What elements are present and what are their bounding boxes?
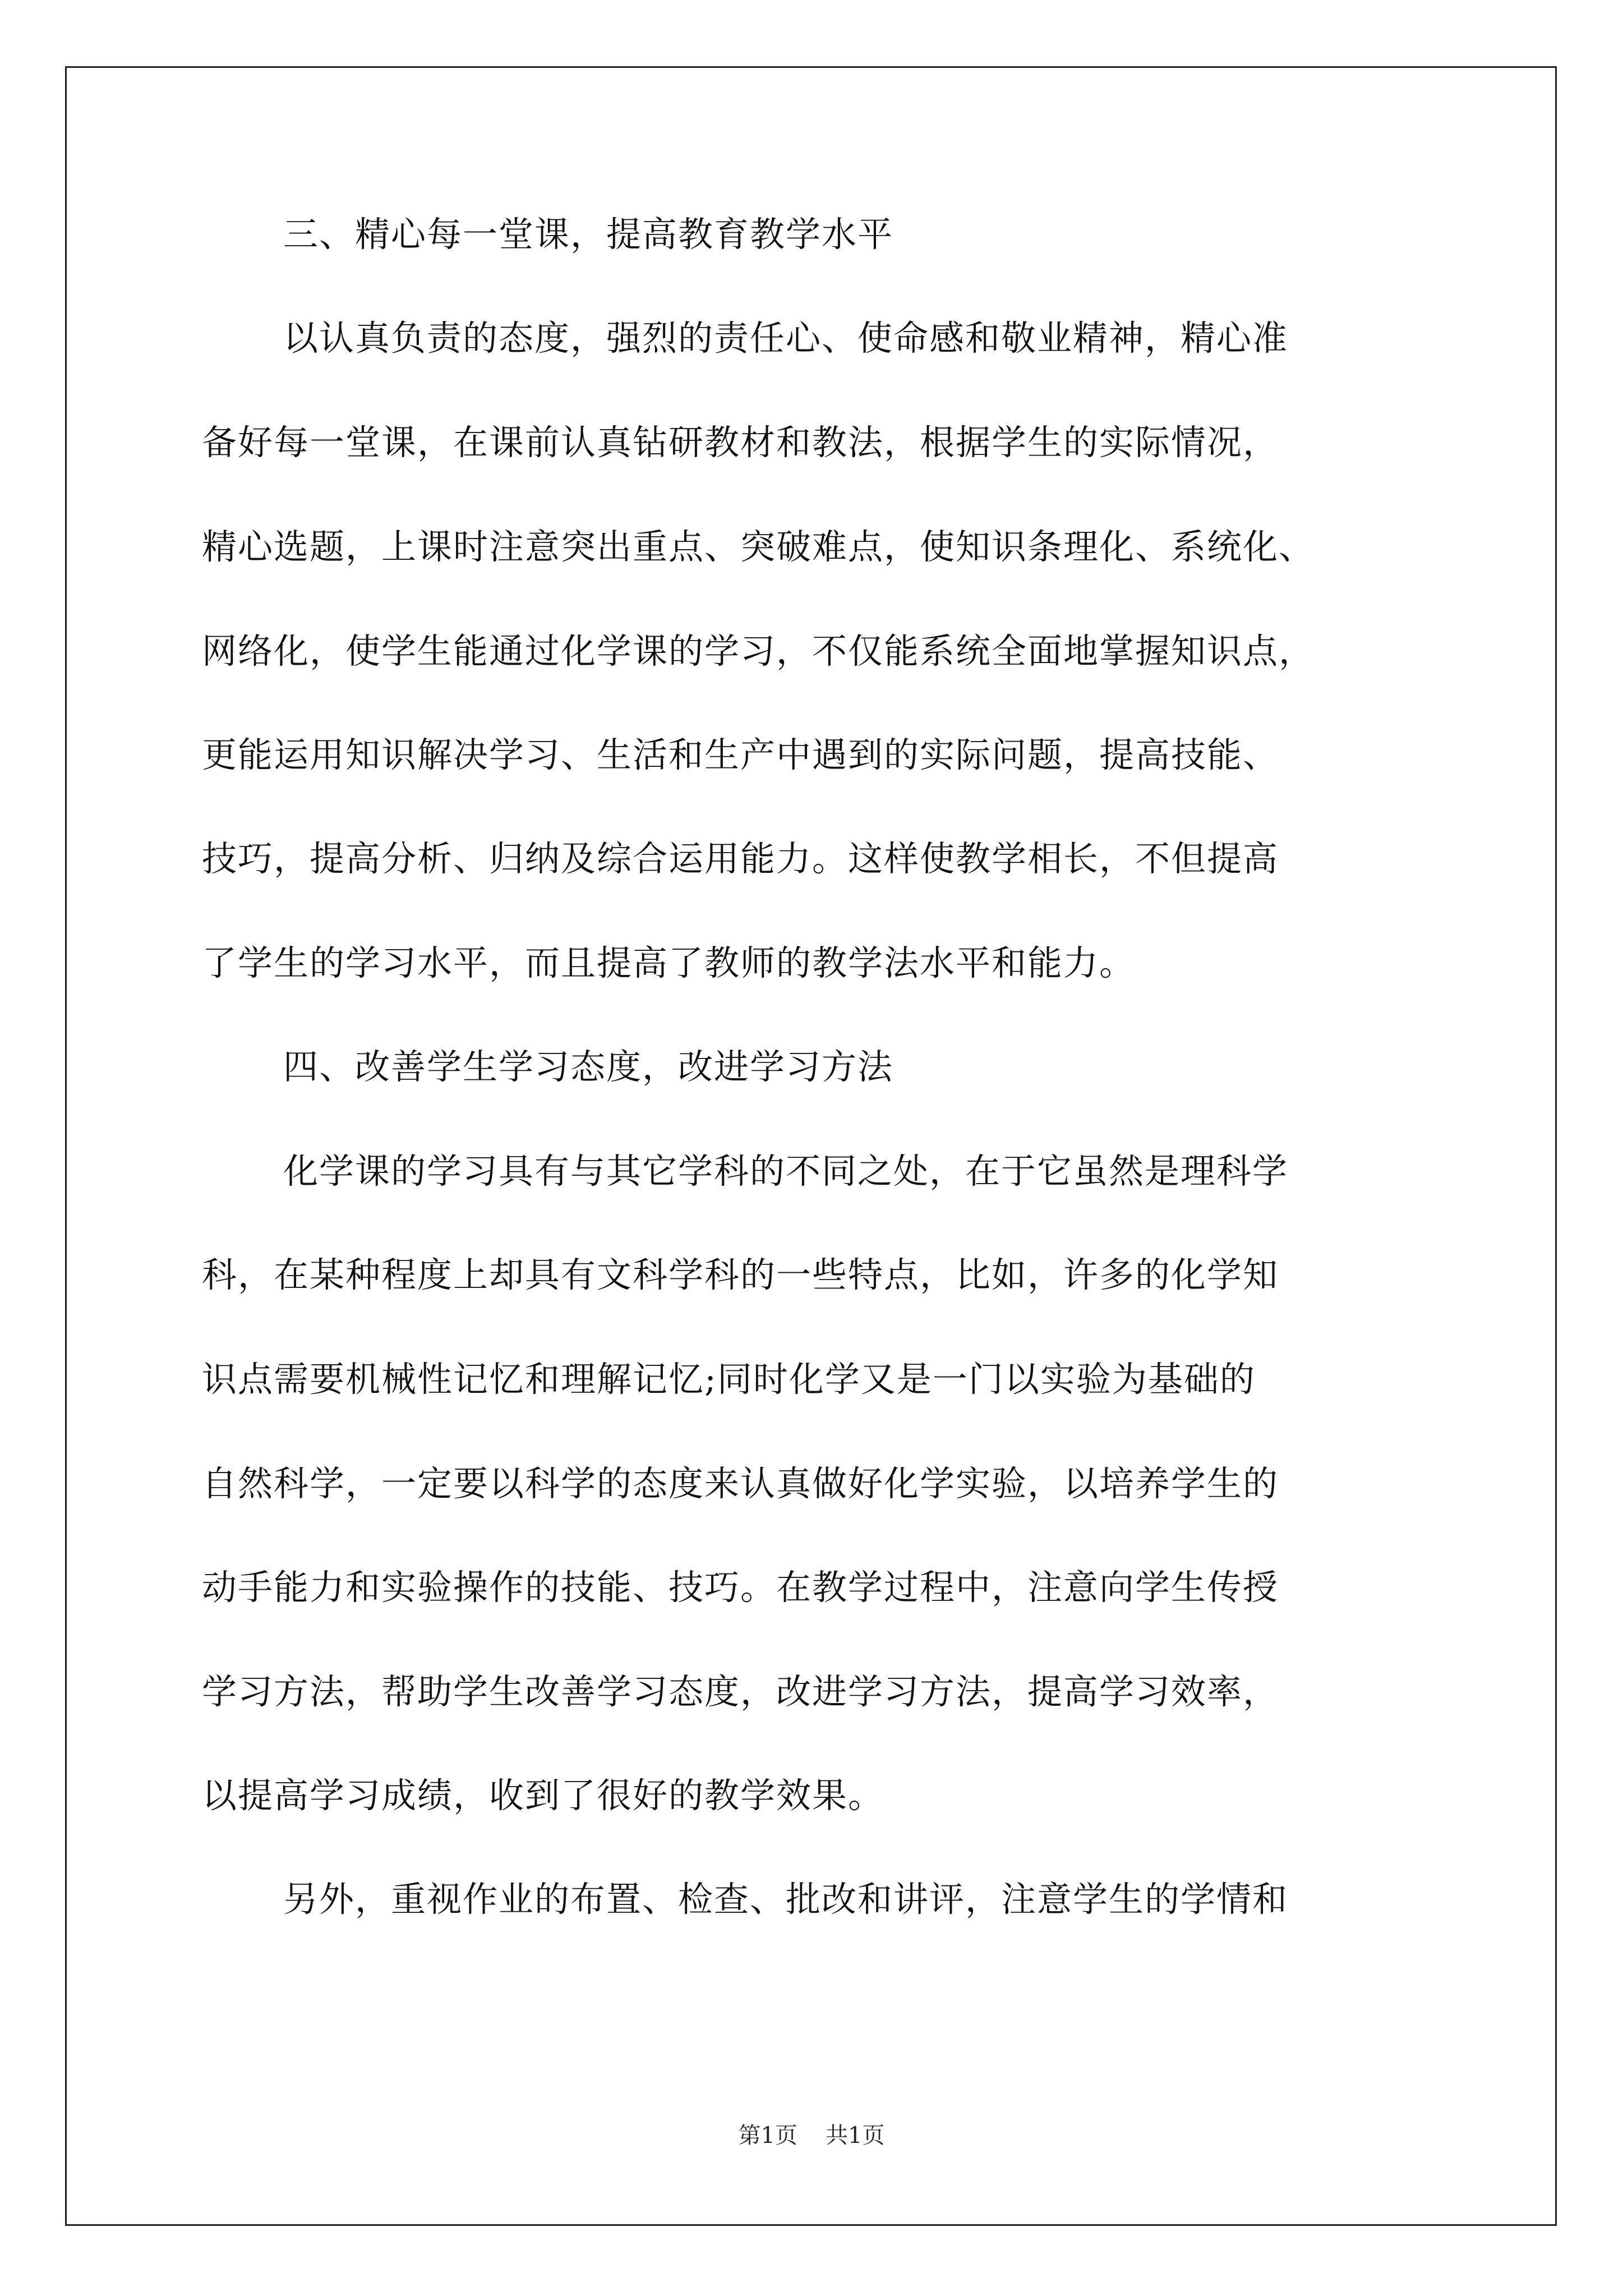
paragraph-line: 识点需要机械性记忆和理解记忆;同时化学又是一门以实验为基础的 [202,1359,1256,1400]
section-heading-3: 三、精心每一堂课，提高教育教学水平 [283,214,894,255]
paragraph-line: 技巧，提高分析、归纳及综合运用能力。这样使教学相长，不但提高 [202,838,1279,879]
section-heading-4: 四、改善学生学习态度，改进学习方法 [283,1046,894,1087]
paragraph-line: 了学生的学习水平，而且提高了教师的教学法水平和能力。 [202,942,1136,983]
paragraph-line: 备好每一堂课，在课前认真钻研教材和教法，根据学生的实际情况， [202,422,1279,463]
paragraph-line: 更能运用知识解决学习、生活和生产中遇到的实际问题，提高技能、 [202,734,1279,775]
paragraph-line: 另外，重视作业的布置、检查、批改和讲评，注意学生的学情和 [283,1879,1289,1920]
paragraph-line: 网络化，使学生能通过化学课的学习，不仅能系统全面地掌握知识点， [202,631,1315,671]
paragraph-line: 科，在某种程度上却具有文科学科的一些特点，比如，许多的化学知 [202,1254,1279,1295]
paragraph-line: 精心选题，上课时注意突出重点、突破难点，使知识条理化、系统化、 [202,526,1315,567]
page-number: 第1页 [738,2123,797,2148]
paragraph-line: 动手能力和实验操作的技能、技巧。在教学过程中，注意向学生传授 [202,1567,1279,1608]
paragraph-line: 自然科学，一定要以科学的态度来认真做好化学实验，以培养学生的 [202,1463,1279,1504]
paragraph-line: 学习方法，帮助学生改善学习态度，改进学习方法，提高学习效率， [202,1671,1279,1712]
paragraph-line: 化学课的学习具有与其它学科的不同之处，在于它虽然是理科学 [283,1151,1289,1191]
paragraph-line: 以提高学习成绩，收到了很好的教学效果。 [202,1775,884,1816]
paragraph-line: 以认真负责的态度，强烈的责任心、使命感和敬业精神，精心准 [283,318,1289,358]
page-footer [0,2122,1623,2150]
page-total: 共1页 [826,2123,885,2148]
